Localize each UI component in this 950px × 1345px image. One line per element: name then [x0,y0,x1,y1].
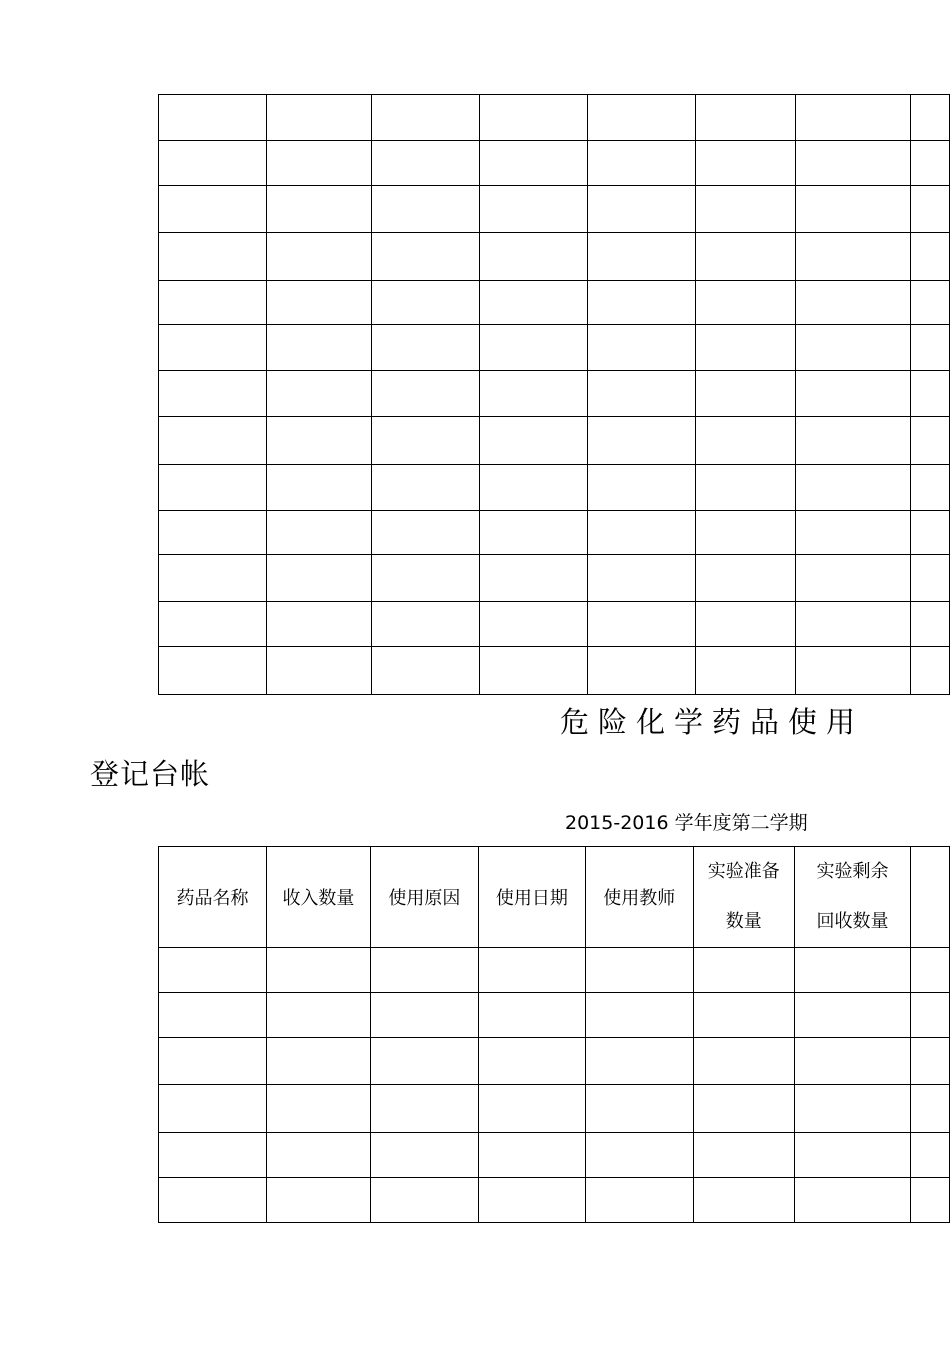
ledger-cell [587,281,695,325]
ledger-header-row [159,847,950,948]
ledger-cell [696,233,796,281]
ledger-row [159,511,950,555]
ledger-cell [587,95,695,141]
ledger-cell [159,417,267,465]
ledger-cell [266,948,370,993]
ledger-cell [587,186,695,233]
ledger-cell [159,325,267,371]
ledger-cell [587,141,695,186]
ledger-cell [371,555,479,602]
ledger-cell [585,948,693,993]
ledger-cell [480,417,587,465]
header-use-reason: 使用原因 [370,847,478,948]
ledger-cell [267,95,371,141]
ledger-cell [587,417,695,465]
ledger-cell [267,417,371,465]
ledger-cell [371,511,479,555]
ledger-cell [480,233,587,281]
ledger-cell [585,1038,693,1085]
ledger-cell [266,993,370,1038]
ledger-row [159,281,950,325]
ledger-cell [696,511,796,555]
ledger-cell [585,1085,693,1133]
ledger-cell [159,465,267,511]
ledger-cell [266,1133,370,1178]
ledger-cell [480,371,587,417]
ledger-cell [795,511,910,555]
ledger-cell [795,281,910,325]
ledger-cell [910,465,949,511]
ledger-cell [795,325,910,371]
ledger-cell [478,1085,585,1133]
ledger-cell [480,325,587,371]
ledger-cell [480,465,587,511]
ledger-cell [911,1178,950,1223]
ledger-cell [159,647,267,695]
ledger-cell [159,1085,267,1133]
ledger-cell [159,511,267,555]
ledger-cell [267,371,371,417]
ledger-cell [696,371,796,417]
ledger-cell [693,1178,794,1223]
header-prepared-quantity: 实验准备 数量 [693,847,794,948]
ledger-cell [267,281,371,325]
ledger-table-continued [158,94,950,695]
ledger-cell [371,417,479,465]
ledger-cell [587,555,695,602]
ledger-row [159,1178,950,1223]
ledger-cell [480,647,587,695]
ledger-row [159,1133,950,1178]
ledger-cell [159,993,267,1038]
ledger-cell [159,233,267,281]
ledger-row [159,417,950,465]
ledger-cell [266,1178,370,1223]
ledger-cell [267,555,371,602]
document-title-continued: 登记台帐 [90,757,211,791]
ledger-cell [266,1085,370,1133]
ledger-cell [693,1038,794,1085]
ledger-cell [585,993,693,1038]
header-drug-name: 药品名称 [159,847,267,948]
ledger-cell [480,602,587,647]
ledger-cell [267,141,371,186]
ledger-cell [794,993,910,1038]
ledger-row [159,1038,950,1085]
ledger-cell [371,371,479,417]
ledger-cell [267,602,371,647]
ledger-row [159,325,950,371]
ledger-cell [910,233,949,281]
ledger-cell [696,141,796,186]
ledger-cell [911,948,950,993]
ledger-cell [696,602,796,647]
ledger-cell [696,281,796,325]
ledger-rows [159,95,950,695]
ledger-cell [480,281,587,325]
ledger-cell [159,371,267,417]
ledger-cell [587,465,695,511]
ledger-cell [371,141,479,186]
ledger-cell [159,602,267,647]
ledger-table [158,846,950,1223]
ledger-cell [478,948,585,993]
ledger-cell [696,647,796,695]
ledger-cell [910,371,949,417]
ledger-cell [794,1133,910,1178]
ledger-cell [370,993,478,1038]
ledger-cell [370,1038,478,1085]
ledger-cell [696,95,796,141]
ledger-cell [267,186,371,233]
header-use-date: 使用日期 [478,847,585,948]
ledger-cell [267,511,371,555]
ledger-cell [693,1085,794,1133]
ledger-cell [911,993,950,1038]
ledger-cell [696,465,796,511]
ledger-cell [480,186,587,233]
school-term: 2015-2016 学年度第二学期 [565,812,808,834]
ledger-cell [371,465,479,511]
ledger-cell [370,948,478,993]
ledger-cell [480,141,587,186]
ledger-cell [159,281,267,325]
ledger-cell [585,1133,693,1178]
ledger-cell [478,993,585,1038]
ledger-cell [267,465,371,511]
ledger-cell [159,948,267,993]
ledger-row [159,141,950,186]
ledger-cell [371,325,479,371]
ledger-cell [159,555,267,602]
ledger-cell [370,1133,478,1178]
ledger-cell [910,555,949,602]
ledger-cell [795,555,910,602]
ledger-cell [371,95,479,141]
ledger-row [159,371,950,417]
ledger-cell [693,1133,794,1178]
ledger-cell [693,993,794,1038]
ledger-row [159,233,950,281]
ledger-cell [794,1178,910,1223]
ledger-cell [696,325,796,371]
ledger-cell [371,233,479,281]
ledger-row [159,465,950,511]
ledger-cell [267,325,371,371]
ledger-cell [159,1038,267,1085]
ledger-cell [795,186,910,233]
ledger-cell [795,141,910,186]
ledger-cell [159,186,267,233]
ledger-cell [794,1085,910,1133]
ledger-cell [910,95,949,141]
ledger-row [159,948,950,993]
ledger-cell [795,233,910,281]
ledger-row [159,602,950,647]
ledger-cell [795,417,910,465]
ledger-cell [696,186,796,233]
ledger-cell [159,1178,267,1223]
header-teacher: 使用教师 [585,847,693,948]
ledger-cell [267,647,371,695]
ledger-row [159,647,950,695]
ledger-cell [478,1038,585,1085]
ledger-cell [587,371,695,417]
ledger-cell [696,555,796,602]
ledger-cell [910,186,949,233]
ledger-row [159,95,950,141]
ledger-cell [478,1178,585,1223]
ledger-cell [480,555,587,602]
ledger-cell [371,281,479,325]
ledger-cell [587,233,695,281]
ledger-cell [267,233,371,281]
ledger-cell [910,647,949,695]
ledger-cell [911,1133,950,1178]
ledger-cell [794,948,910,993]
ledger-cell [795,602,910,647]
ledger-cell [587,511,695,555]
ledger-cell [910,602,949,647]
ledger-cell [371,647,479,695]
ledger-cell [795,465,910,511]
ledger-cell [585,1178,693,1223]
ledger-row [159,1085,950,1133]
ledger-rows [159,948,950,1223]
ledger-cell [910,141,949,186]
header-recovered-quantity: 实验剩余 回收数量 [794,847,910,948]
ledger-row [159,186,950,233]
ledger-cell [696,417,796,465]
ledger-cell [587,325,695,371]
ledger-cell [794,1038,910,1085]
ledger-cell [370,1085,478,1133]
ledger-cell [371,186,479,233]
ledger-cell [795,371,910,417]
ledger-cell [911,1085,950,1133]
ledger-cell [795,647,910,695]
ledger-row [159,555,950,602]
ledger-cell [159,1133,267,1178]
ledger-cell [587,647,695,695]
ledger-cell [159,95,267,141]
ledger-cell [159,141,267,186]
ledger-cell [480,511,587,555]
ledger-row [159,993,950,1038]
ledger-cell [370,1178,478,1223]
ledger-cell [910,325,949,371]
ledger-cell [911,1038,950,1085]
ledger-cell [587,602,695,647]
ledger-cell [266,1038,370,1085]
ledger-cell [795,95,910,141]
header-received-quantity: 收入数量 [266,847,370,948]
document-title: 危险化学药品使用 [560,705,865,739]
ledger-cell [371,602,479,647]
header-extra [911,847,950,948]
ledger-cell [478,1133,585,1178]
ledger-cell [693,948,794,993]
ledger-cell [910,417,949,465]
ledger-cell [480,95,587,141]
ledger-cell [910,281,949,325]
ledger-cell [910,511,949,555]
